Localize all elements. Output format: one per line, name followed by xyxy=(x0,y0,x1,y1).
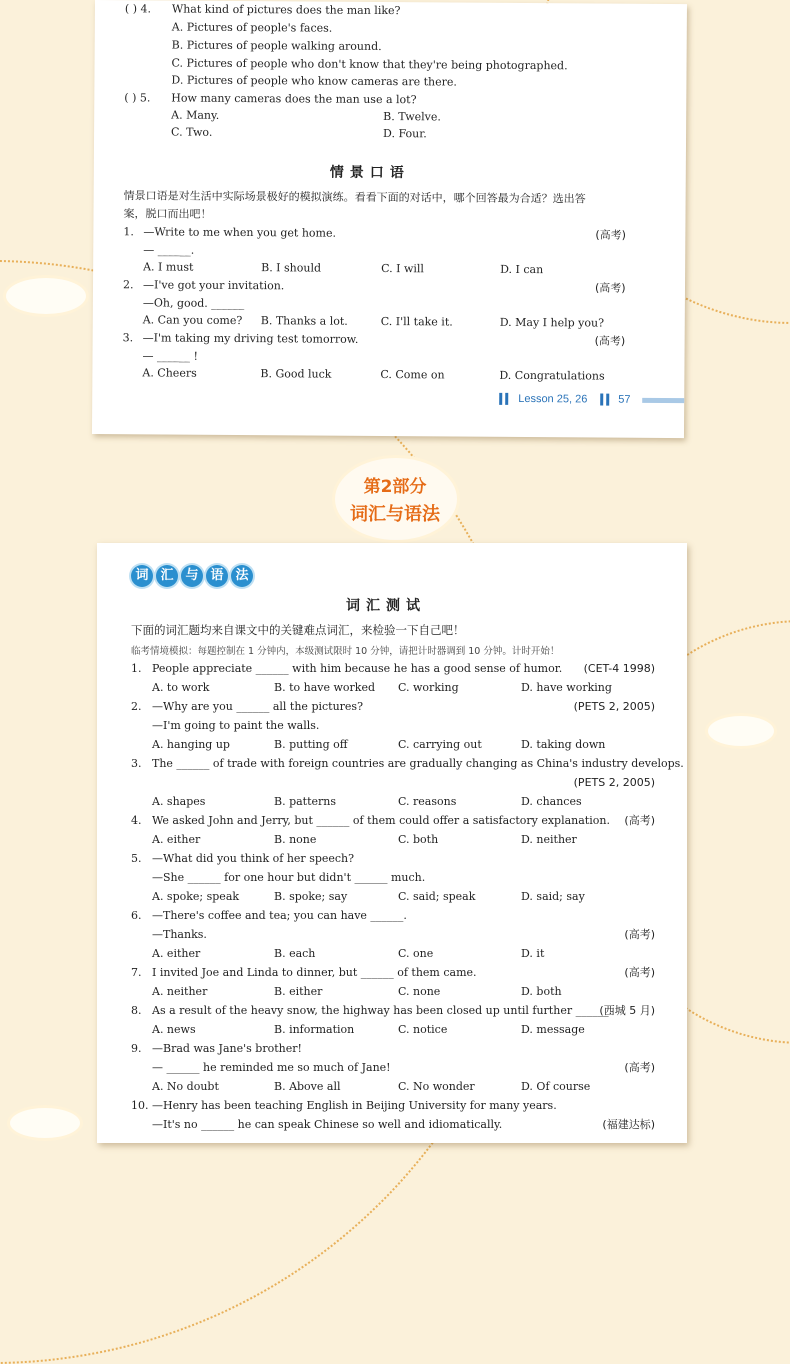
footer-marker-3 xyxy=(600,394,603,406)
question-6-option-c: C. one xyxy=(398,947,434,960)
question-8-num: 8. xyxy=(131,1004,142,1017)
question-5-text-2: —She ______ for one hour but didn't ______ much. xyxy=(152,871,426,884)
badge-char-4: 语 xyxy=(206,565,228,587)
question-9-option-a: A. No doubt xyxy=(152,1080,219,1093)
question-7-num: 7. xyxy=(131,966,142,979)
question-8-text-1: As a result of the heavy snow, the highway has been closed up until further ______. xyxy=(152,1004,613,1017)
q4-prefix: ( ) 4. xyxy=(124,2,152,16)
question-3-num: 3. xyxy=(131,757,142,770)
question-5-option-c: C. said; speak xyxy=(398,890,476,903)
dialog-3-option-c: C. Come on xyxy=(380,368,445,382)
question-4-option-d: D. neither xyxy=(521,833,577,846)
footer-lesson: Lesson 25, 26 xyxy=(518,392,588,406)
question-2-option-a: A. hanging up xyxy=(152,738,230,751)
badge-char-3: 与 xyxy=(181,565,203,587)
dialog-3-option-b: B. Good luck xyxy=(260,367,332,381)
badge-char-2: 汇 xyxy=(156,565,178,587)
question-1-text-1: People appreciate ______ with him because he has a good sense of humor. xyxy=(152,662,563,675)
question-2-option-d: D. taking down xyxy=(521,738,606,751)
footer-marker-4 xyxy=(606,394,609,406)
q5-option-c: C. Two. xyxy=(171,125,213,139)
question-6-num: 6. xyxy=(131,909,142,922)
question-8-option-a: A. news xyxy=(152,1023,196,1036)
dialog-3-line1: —I'm taking my driving test tomorrow. xyxy=(142,331,359,346)
question-3-option-a: A. shapes xyxy=(152,795,206,808)
footer-stripe xyxy=(642,398,684,403)
dialog-2-line1: —I've got your invitation. xyxy=(142,278,285,293)
question-9-option-c: C. No wonder xyxy=(398,1080,475,1093)
cloud-bottom-left xyxy=(10,1108,80,1138)
q4-question: What kind of pictures does the man like? xyxy=(171,2,401,18)
badge-char-5: 法 xyxy=(231,565,253,587)
question-8-option-c: C. notice xyxy=(398,1023,448,1036)
page-top xyxy=(92,0,687,438)
question-4-num: 4. xyxy=(131,814,142,827)
vocab-intro: 下面的词汇题均来自课文中的关键难点词汇，来检验一下自己吧！ xyxy=(131,623,465,637)
question-6-option-d: D. it xyxy=(521,947,545,960)
badge-char-1: 词 xyxy=(131,565,153,587)
dialog-2-num: 2. xyxy=(122,278,134,292)
q4-option-b: B. Pictures of people walking around. xyxy=(171,38,382,54)
speaking-intro-1: 情景口语是对生活中实际场景极好的模拟演练。看看下面的对话中，哪个回答最为合适？选出答 xyxy=(123,189,586,206)
question-7-option-a: A. neither xyxy=(152,985,208,998)
question-4-option-b: B. none xyxy=(274,833,317,846)
question-8-option-b: B. information xyxy=(274,1023,355,1036)
footer-marker-2 xyxy=(505,393,508,405)
footer-page-number: 57 xyxy=(618,393,631,406)
dialog-2-option-c: C. I'll take it. xyxy=(380,315,453,329)
question-6-option-a: A. either xyxy=(152,947,201,960)
question-9-num: 9. xyxy=(131,1042,142,1055)
q4-option-c: C. Pictures of people who don't know that they're being photographed. xyxy=(171,56,568,73)
question-2-option-c: C. carrying out xyxy=(398,738,482,751)
dialog-2-line2: —Oh, good. ______ xyxy=(142,296,245,311)
part-label-number: 第2部分 xyxy=(363,477,427,497)
question-1-option-d: D. have working xyxy=(521,681,612,694)
question-9-option-b: B. Above all xyxy=(274,1080,341,1093)
question-10-source: (福建达标) xyxy=(602,1118,655,1131)
dialog-1-line1: —Write to me when you get home. xyxy=(143,225,337,240)
question-7-option-b: B. either xyxy=(274,985,323,998)
dialog-3-source: (高考) xyxy=(594,334,626,348)
question-9-text-1: —Brad was Jane's brother! xyxy=(152,1042,302,1055)
question-1-option-b: B. to have worked xyxy=(274,681,375,694)
q5-option-a: A. Many. xyxy=(171,108,220,122)
q5-question: How many cameras does the man use a lot? xyxy=(171,91,417,107)
question-10-text-2: —It's no ______ he can speak Chinese so well and idiomatically. xyxy=(152,1118,503,1131)
question-5-option-d: D. said; say xyxy=(521,890,585,903)
q5-option-b: B. Twelve. xyxy=(383,110,441,124)
question-4-option-a: A. either xyxy=(152,833,201,846)
question-7-option-c: C. none xyxy=(398,985,441,998)
question-5-num: 5. xyxy=(131,852,142,865)
question-2-text-1: —Why are you ______ all the pictures? xyxy=(152,700,363,713)
dialog-2-source: (高考) xyxy=(594,281,626,295)
dialog-2-option-b: B. Thanks a lot. xyxy=(260,314,348,328)
question-2-option-b: B. putting off xyxy=(274,738,348,751)
question-4-text-1: We asked John and Jerry, but ______ of them could offer a satisfactory explanation. xyxy=(152,814,610,827)
question-1-option-c: C. working xyxy=(398,681,459,694)
q4-option-d: D. Pictures of people who know cameras are there. xyxy=(171,73,457,89)
question-10-num: 10. xyxy=(131,1099,149,1112)
question-1-num: 1. xyxy=(131,662,142,675)
dialog-1-line2: — ______. xyxy=(143,243,195,257)
cloud-right xyxy=(708,716,774,746)
question-9-option-d: D. Of course xyxy=(521,1080,591,1093)
question-8-source: (西城 5 月) xyxy=(599,1004,655,1017)
cloud-part-label xyxy=(335,458,457,540)
footer-marker-1 xyxy=(499,393,502,405)
question-4-source: (高考) xyxy=(624,814,655,827)
dialog-3-line2: — ______ ! xyxy=(142,349,198,363)
question-6-option-b: B. each xyxy=(274,947,316,960)
cloud-left xyxy=(6,278,86,314)
question-3-option-b: B. patterns xyxy=(274,795,337,808)
section-title-speaking: 情景口语 xyxy=(329,164,410,182)
page-bottom xyxy=(97,543,687,1143)
question-2-num: 2. xyxy=(131,700,142,713)
vocab-grammar-badge xyxy=(131,565,253,587)
question-8-option-d: D. message xyxy=(521,1023,585,1036)
dialog-1-source: (高考) xyxy=(595,228,627,242)
dialog-1-option-d: D. I can xyxy=(500,262,544,277)
dialog-3-option-d: D. Congratulations xyxy=(499,368,605,383)
dialog-2-option-a: A. Can you come? xyxy=(142,313,243,328)
q5-option-d: D. Four. xyxy=(383,127,427,141)
question-3-option-c: C. reasons xyxy=(398,795,457,808)
question-7-source: (高考) xyxy=(624,966,655,979)
question-3-option-d: D. chances xyxy=(521,795,582,808)
question-1-option-a: A. to work xyxy=(152,681,210,694)
dialog-1-option-a: A. I must xyxy=(143,260,194,274)
question-1-source: (CET-4 1998) xyxy=(583,662,655,675)
question-3-source: (PETS 2, 2005) xyxy=(573,776,655,789)
dialog-3-num: 3. xyxy=(122,331,134,345)
question-4-option-c: C. both xyxy=(398,833,439,846)
dialog-2-option-d: D. May I help you? xyxy=(499,315,605,330)
dialog-1-option-b: B. I should xyxy=(261,261,322,275)
speaking-intro-2: 案，脱口而出吧！ xyxy=(123,207,212,221)
q5-prefix: ( ) 5. xyxy=(124,91,151,105)
question-6-text-2: —Thanks. xyxy=(152,928,207,941)
question-10-text-1: —Henry has been teaching English in Beijing University for many years. xyxy=(152,1099,557,1112)
question-2-text-2: —I'm going to paint the walls. xyxy=(152,719,320,732)
question-2-source: (PETS 2, 2005) xyxy=(573,700,655,713)
dialog-3-option-a: A. Cheers xyxy=(142,366,197,380)
question-6-text-1: —There's coffee and tea; you can have ______. xyxy=(152,909,407,922)
question-6-source: (高考) xyxy=(624,928,655,941)
question-9-text-2: — ______ he reminded me so much of Jane! xyxy=(152,1061,391,1074)
dialog-1-num: 1. xyxy=(123,225,134,239)
question-5-option-a: A. spoke; speak xyxy=(152,890,240,903)
section-title-vocab: 词汇测试 xyxy=(346,598,426,614)
question-5-text-1: —What did you think of her speech? xyxy=(152,852,355,865)
question-7-option-d: D. both xyxy=(521,985,562,998)
question-7-text-1: I invited Joe and Linda to dinner, but ______ of them came. xyxy=(152,966,477,979)
question-3-text-1: The ______ of trade with foreign countries are gradually changing as China's industry develops. xyxy=(152,757,684,770)
q4-option-a: A. Pictures of people's faces. xyxy=(171,20,333,35)
exam-note: 临考情境模拟：每题控制在 1 分钟内，本级测试限时 10 分钟，请把计时器调到 10 分钟。计时开始！ xyxy=(131,646,560,657)
question-9-source: (高考) xyxy=(624,1061,655,1074)
dialog-1-option-c: C. I will xyxy=(381,262,425,276)
question-5-option-b: B. spoke; say xyxy=(274,890,348,903)
part-label-title: 词汇与语法 xyxy=(350,504,440,525)
